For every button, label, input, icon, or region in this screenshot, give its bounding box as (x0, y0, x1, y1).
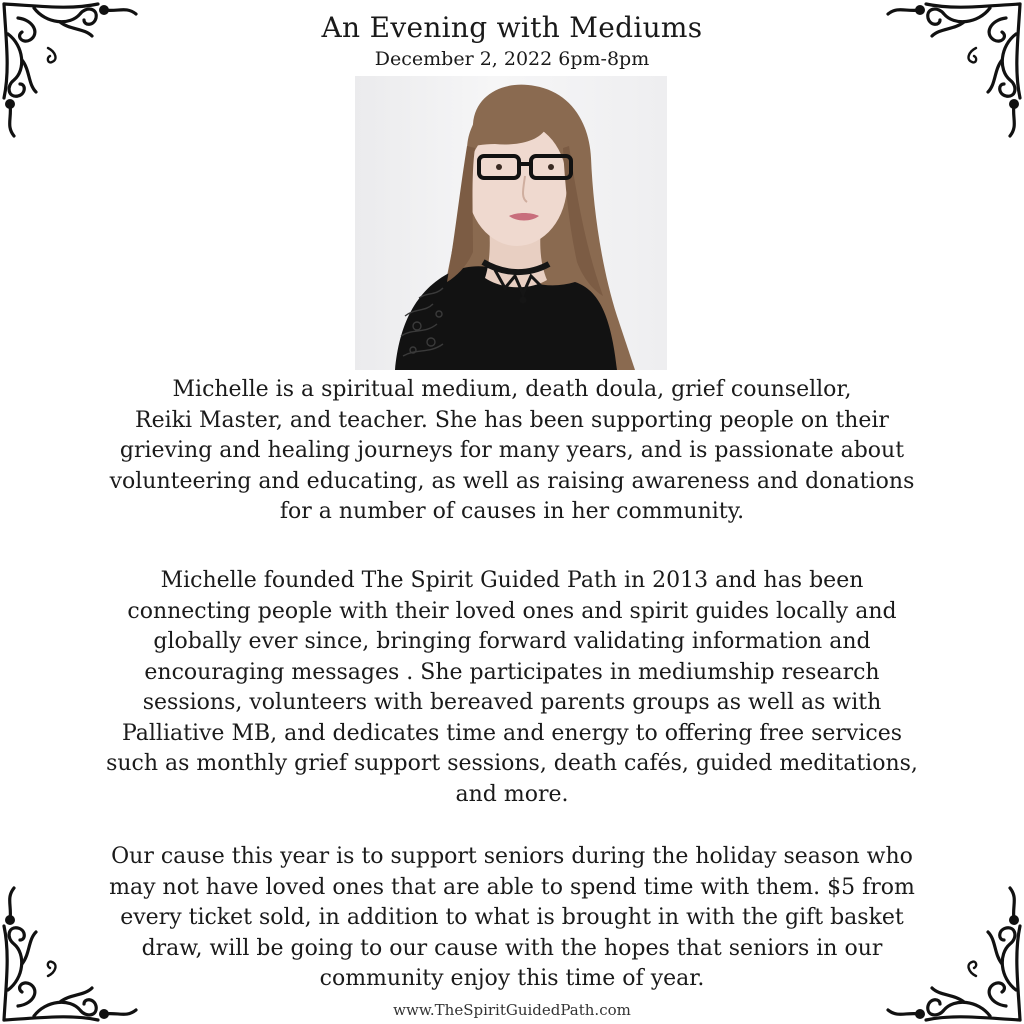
bio-paragraph-2 (40, 566, 984, 810)
page-title: An Evening with Mediums (321, 11, 703, 44)
portrait-photo (355, 76, 667, 370)
text-line: for a number of causes in her community. (279, 499, 745, 524)
text-line: connecting people with their loved ones and spirit guides locally and (127, 598, 897, 624)
text-line: such as monthly grief support sessions, death cafés, guided meditations, (106, 751, 918, 776)
text-line: sessions, volunteers with bereaved parents groups as well as with (142, 690, 882, 715)
website-url: www.TheSpiritGuidedPath.com (393, 1001, 631, 1019)
bio-paragraph-1 (40, 375, 984, 528)
text-line: Our cause this year is to support seniors during the holiday season who (111, 844, 913, 869)
text-line: encouraging messages . She participates in mediumship research (144, 659, 880, 685)
text-line: draw, will be going to our cause with the hopes that seniors in our (141, 935, 883, 961)
text-line: may not have loved ones that are able to spend time with them. $5 from (109, 874, 915, 900)
text-line: volunteering and educating, as well as raising awareness and donations (109, 468, 915, 494)
text-line: every ticket sold, in addition to what is brought in with the gift basket (120, 905, 904, 930)
event-date: December 2, 2022 6pm-8pm (374, 48, 650, 70)
text-line: and more. (455, 781, 569, 807)
text-line: Reiki Master, and teacher. She has been supporting people on their (135, 407, 889, 433)
text-line: Michelle is a spiritual medium, death doula, grief counsellor, (172, 377, 852, 402)
text-line: Palliative MB, and dedicates time and energy to offering free services (121, 720, 903, 746)
text-line: Michelle founded The Spirit Guided Path in 2013 and has been (160, 568, 864, 593)
text-line: globally ever since, bringing forward validating information and (153, 629, 871, 654)
text-line: community enjoy this time of year. (319, 966, 705, 991)
cause-paragraph (40, 842, 984, 995)
text-line: grieving and healing journeys for many years, and is passionate about (119, 438, 905, 463)
